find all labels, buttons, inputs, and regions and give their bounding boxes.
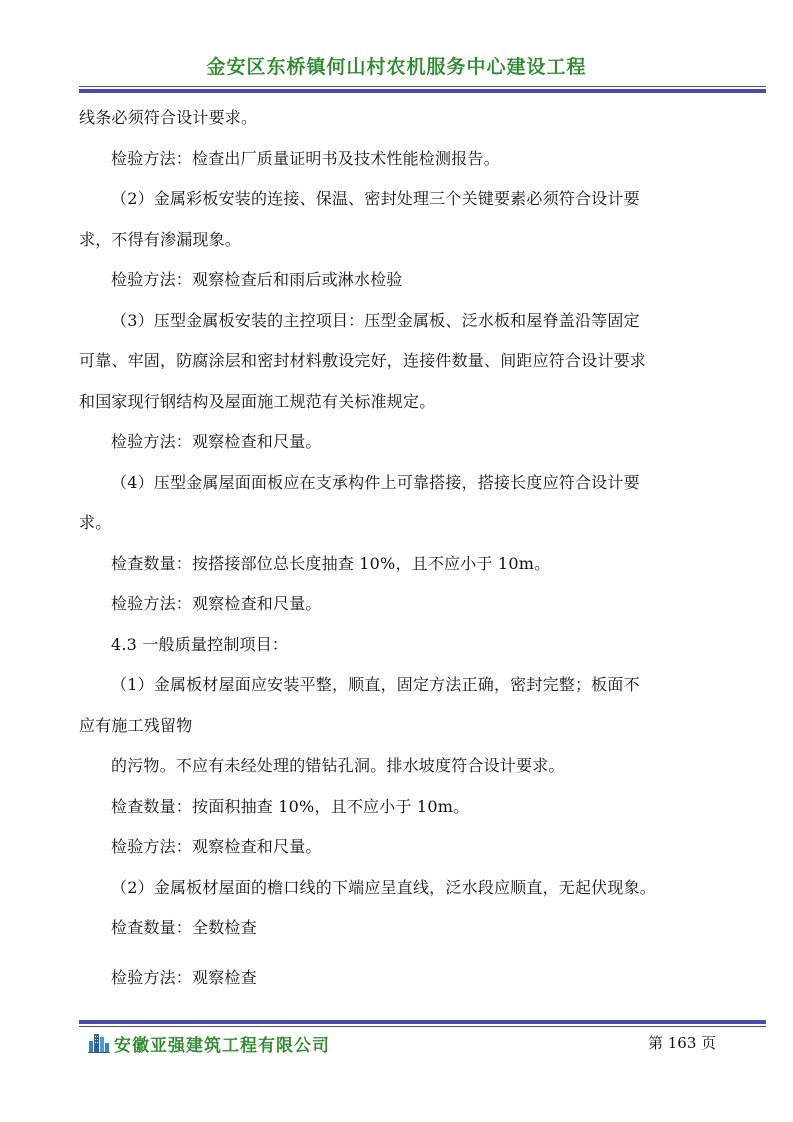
body-line: （2）金属彩板安装的连接、保温、密封处理三个关键要素必须符合设计要 [111, 189, 640, 208]
body-line: 检验方法：观察检查和尺量。 [111, 837, 322, 856]
building-logo-icon [88, 1031, 110, 1053]
header-rule-thin [79, 86, 766, 87]
body-line: 检验方法：观察检查 [111, 968, 257, 987]
footer-rule-thick [79, 1020, 766, 1024]
footer-company-name: 安徽亚强建筑工程有限公司 [114, 1036, 330, 1056]
body-line: 线条必须符合设计要求。 [79, 108, 258, 127]
document-body [79, 98, 725, 999]
body-line: （3）压型金属板安装的主控项目：压型金属板、泛水板和屋脊盖沿等固定 [111, 310, 640, 330]
body-line: （2）金属板材屋面的檐口线的下端应呈直线，泛水段应顺直，无起伏现象。 [111, 877, 656, 897]
body-line: 检验方法：观察检查和尺量。 [111, 432, 322, 451]
body-line: 4.3 一般质量控制项目： [111, 634, 289, 654]
body-line: 检验方法：检查出厂质量证明书及技术性能检测报告。 [111, 148, 500, 168]
page-number: 第 163 页 [648, 1034, 717, 1052]
body-line: 检查数量：全数检查 [111, 918, 257, 937]
body-line: 求。 [79, 513, 112, 532]
body-line: 可靠、牢固，防腐涂层和密封材料敷设完好，连接件数量、间距应符合设计要求 [79, 351, 647, 370]
body-line: 检验方法：观察检查和尺量。 [111, 594, 322, 613]
header-title: 金安区东桥镇何山村农机服务中心建设工程 [206, 56, 587, 78]
body-line: 检查数量：按面积抽查 10%，且不应小于 10m。 [111, 796, 470, 816]
header-rule-thick [79, 89, 766, 93]
body-line: （4）压型金属屋面面板应在支承构件上可靠搭接，搭接长度应符合设计要 [111, 472, 640, 492]
body-line: 应有施工残留物 [79, 715, 193, 735]
body-line: 和国家现行钢结构及屋面施工规范有关标准规定。 [79, 391, 436, 411]
body-line: 检验方法：观察检查后和雨后或淋水检验 [111, 270, 403, 289]
body-line: 检查数量：按搭接部位总长度抽查 10%，且不应小于 10m。 [111, 553, 551, 573]
body-line: 求，不得有渗漏现象。 [79, 229, 242, 249]
body-line: （1）金属板材屋面应安装平整，顺直，固定方法正确，密封完整；板面不 [111, 675, 640, 694]
footer-rule-thin [79, 1026, 766, 1027]
body-line: 的污物。不应有未经处理的错钻孔洞。排水坡度符合设计要求。 [111, 756, 565, 775]
